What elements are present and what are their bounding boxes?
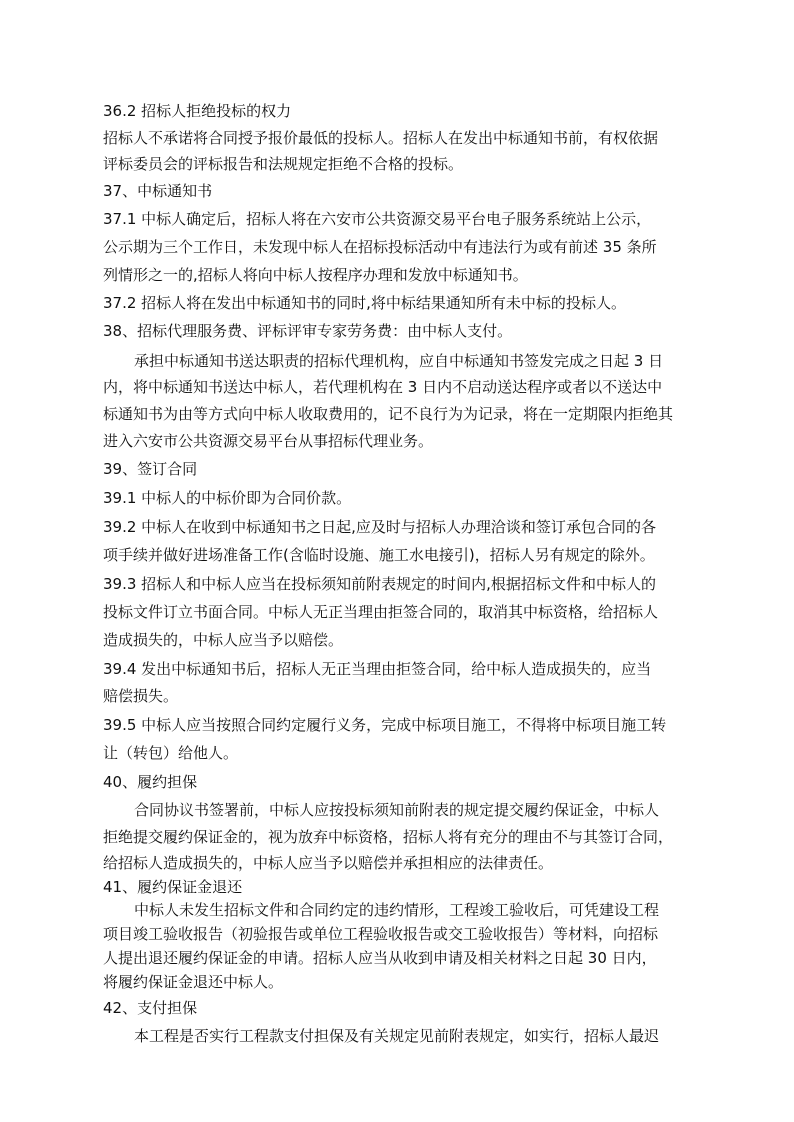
- text-line: 39.5 中标人应当按照合同约定履行义务，完成中标项目施工，不得将中标项目施工转: [103, 716, 667, 734]
- text-line: 公示期为三个工作日，未发现中标人在招标投标活动中有违法行为或有前述 35 条所: [103, 238, 657, 256]
- text-line: 39.4 发出中标通知书后，招标人无正当理由拒签合同，给中标人造成损失的，应当: [103, 660, 652, 678]
- text-line: 39.2 中标人在收到中标通知书之日起,应及时与招标人办理洽谈和签订承包合同的各: [103, 518, 656, 536]
- text-line: 进入六安市公共资源交易平台从事招标代理业务。: [103, 432, 434, 450]
- text-line: 38、招标代理服务费、评标评审专家劳务费：由中标人支付。: [103, 322, 513, 340]
- text-line: 列情形之一的,招标人将向中标人按程序办理和发放中标通知书。: [103, 266, 528, 284]
- text-line: 造成损失的，中标人应当予以赔偿。: [103, 631, 344, 649]
- text-line: 招标人不承诺将合同授予报价最低的投标人。招标人在发出中标通知书前，有权依据: [103, 129, 659, 147]
- text-line: 承担中标通知书送达职责的招标代理机构，应自中标通知书签发完成之日起 3 日: [134, 352, 664, 370]
- text-line: 将履约保证金退还中标人。: [103, 973, 284, 991]
- text-line: 本工程是否实行工程款支付担保及有关规定见前附表规定，如实行，招标人最迟: [134, 1027, 660, 1045]
- text-line: 36.2 招标人拒绝投标的权力: [103, 102, 292, 120]
- text-line: 项目竣工验收报告（初验报告或单位工程验收报告或交工验收报告）等材料，向招标: [103, 925, 659, 943]
- text-line: 39、签订合同: [103, 460, 198, 478]
- text-line: 41、履约保证金退还: [103, 878, 243, 896]
- text-line: 评标委员会的评标报告和法规规定拒绝不合格的投标。: [103, 155, 464, 173]
- text-line: 项手续并做好进场准备工作(含临时设施、施工水电接引)，招标人另有规定的除外。: [103, 546, 655, 564]
- text-line: 37.2 招标人将在发出中标通知书的同时,将中标结果通知所有未中标的投标人。: [103, 294, 626, 312]
- text-line: 投标文件订立书面合同。中标人无正当理由拒签合同的，取消其中标资格，给招标人: [103, 603, 659, 621]
- text-line: 合同协议书签署前，中标人应按投标须知前附表的规定提交履约保证金，中标人: [134, 801, 660, 819]
- text-line: 39.3 招标人和中标人应当在投标须知前附表规定的时间内,根据招标文件和中标人的: [103, 575, 656, 593]
- text-line: 赔偿损失。: [103, 687, 179, 705]
- text-line: 拒绝提交履约保证金的，视为放弃中标资格，招标人将有充分的理由不与其签订合同，: [103, 828, 674, 846]
- text-line: 让（转包）给他人。: [103, 744, 239, 762]
- text-line: 标通知书为由等方式向中标人收取费用的，记不良行为为记录，将在一定期限内拒绝其: [103, 405, 674, 423]
- text-line: 中标人未发生招标文件和合同约定的违约情形，工程竣工验收后，可凭建设工程: [134, 901, 660, 919]
- text-line: 37.1 中标人确定后，招标人将在六安市公共资源交易平台电子服务系统站上公示，: [103, 210, 652, 228]
- text-line: 42、支付担保: [103, 999, 198, 1017]
- text-line: 39.1 中标人的中标价即为合同价款。: [103, 489, 352, 507]
- text-line: 人提出退还履约保证金的申请。招标人应当从收到申请及相关材料之日起 30 日内，: [103, 949, 657, 967]
- text-line: 内，将中标通知书送达中标人，若代理机构在 3 日内不启动送达程序或者以不送达中: [103, 378, 663, 396]
- text-line: 37、中标通知书: [103, 182, 213, 200]
- text-line: 给招标人造成损失的，中标人应当予以赔偿并承担相应的法律责任。: [103, 854, 554, 872]
- text-line: 40、履约担保: [103, 773, 198, 791]
